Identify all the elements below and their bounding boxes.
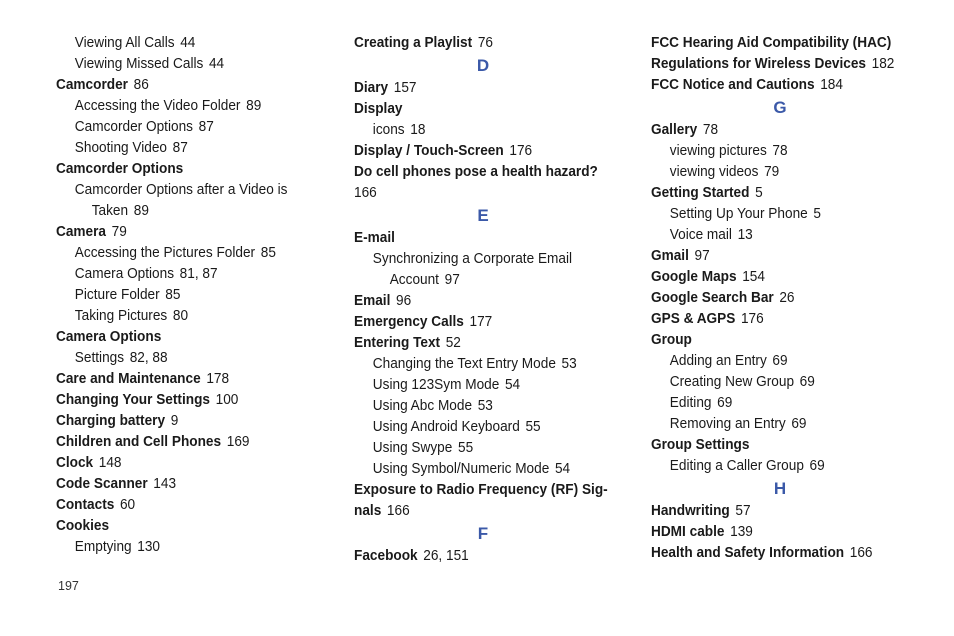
index-subentry bbox=[354, 354, 608, 375]
index-subentry bbox=[56, 537, 310, 558]
page-reference: 100 bbox=[215, 392, 239, 408]
index-subentry bbox=[651, 372, 905, 393]
entry-term: Account bbox=[389, 272, 439, 288]
index-entry bbox=[651, 33, 905, 54]
entry-term: Changing the Text Entry Mode bbox=[372, 356, 556, 372]
entry-term: Accessing the Pictures Folder bbox=[74, 245, 256, 261]
entry-term: Display bbox=[354, 101, 403, 117]
index-subentry bbox=[354, 183, 608, 204]
entry-term: Removing an Entry bbox=[669, 416, 786, 432]
index-entry bbox=[56, 222, 310, 243]
page-reference: 166 bbox=[849, 545, 873, 561]
page-reference: 78 bbox=[702, 122, 719, 138]
page-reference: 182 bbox=[871, 56, 895, 72]
index-entry bbox=[56, 159, 310, 180]
entry-term: Camcorder Options bbox=[56, 161, 184, 177]
entry-term: viewing pictures bbox=[669, 143, 767, 159]
index-entry bbox=[651, 246, 905, 267]
page-reference: 79 bbox=[764, 164, 780, 180]
index-subentry bbox=[56, 138, 310, 159]
entry-term: Emergency Calls bbox=[354, 314, 464, 330]
index-entry bbox=[651, 267, 905, 288]
index-entry bbox=[56, 474, 310, 495]
entry-term: Camera Options bbox=[74, 266, 175, 282]
page-reference: 97 bbox=[444, 272, 460, 288]
page-reference: 89 bbox=[133, 203, 149, 219]
page-reference: 166 bbox=[354, 185, 377, 201]
index-subentry bbox=[651, 456, 905, 477]
entry-term: Settings bbox=[74, 350, 125, 366]
entry-term: Health and Safety Information bbox=[651, 545, 845, 561]
page-reference: 69 bbox=[772, 353, 788, 369]
page-reference: 54 bbox=[504, 377, 521, 393]
entry-term: Code Scanner bbox=[56, 476, 148, 492]
page-reference: 81, 87 bbox=[179, 266, 218, 282]
index-letter-heading: H bbox=[773, 479, 787, 498]
page-reference: 53 bbox=[561, 356, 577, 372]
entry-term: Voice mail bbox=[669, 227, 732, 243]
entry-term: Exposure to Radio Frequency (RF) Sig- bbox=[354, 482, 608, 498]
page-reference: 82, 88 bbox=[129, 350, 168, 366]
index-entry bbox=[56, 75, 310, 96]
entry-term: Using Abc Mode bbox=[372, 398, 473, 414]
entry-term: Children and Cell Phones bbox=[56, 434, 222, 450]
index-entry bbox=[651, 75, 905, 96]
entry-term: Camcorder Options bbox=[74, 119, 193, 135]
index-column-1 bbox=[56, 33, 326, 558]
index-entry bbox=[651, 120, 905, 141]
entry-term: Adding an Entry bbox=[669, 353, 767, 369]
index-entry bbox=[651, 54, 905, 75]
page-reference: 69 bbox=[799, 374, 815, 390]
index-subentry bbox=[354, 249, 608, 270]
index-entry bbox=[354, 291, 608, 312]
entry-term: Using Symbol/Numeric Mode bbox=[372, 461, 550, 477]
entry-term: FCC Hearing Aid Compatibility (HAC) bbox=[651, 35, 892, 51]
index-entry bbox=[354, 480, 608, 501]
index-subentry bbox=[651, 351, 905, 372]
entry-term: Changing Your Settings bbox=[56, 392, 210, 408]
page-reference: 85 bbox=[260, 245, 276, 261]
page-reference: 87 bbox=[198, 119, 214, 135]
index-letter-heading: F bbox=[477, 524, 489, 543]
page-reference: 166 bbox=[386, 503, 410, 519]
index-subentry bbox=[56, 96, 310, 117]
index-letter-heading: G bbox=[773, 98, 787, 117]
entry-term: Display / Touch-Screen bbox=[354, 143, 504, 159]
entry-term: Using Swype bbox=[372, 440, 453, 456]
index-entry bbox=[56, 432, 310, 453]
entry-term: Facebook bbox=[354, 548, 418, 564]
index-entry bbox=[56, 411, 310, 432]
page-reference: 5 bbox=[755, 185, 763, 201]
page-reference: 26 bbox=[779, 290, 795, 306]
entry-term: E-mail bbox=[354, 230, 395, 246]
entry-term: Accessing the Video Folder bbox=[74, 98, 241, 114]
entry-term: Camcorder bbox=[56, 77, 128, 93]
entry-term: Gmail bbox=[651, 248, 689, 264]
index-entry bbox=[651, 522, 905, 543]
index-subentry bbox=[56, 54, 310, 75]
entry-term: Cookies bbox=[56, 518, 110, 534]
page-reference: 85 bbox=[165, 287, 181, 303]
page-reference: 139 bbox=[730, 524, 753, 540]
index-subentry bbox=[651, 141, 905, 162]
index-subentry bbox=[651, 393, 905, 414]
page-reference: 96 bbox=[396, 293, 412, 309]
index-subentry bbox=[354, 375, 608, 396]
page-reference: 44 bbox=[208, 56, 225, 72]
entry-term: Google Maps bbox=[651, 269, 737, 285]
index-entry bbox=[354, 546, 608, 567]
index-entry bbox=[651, 309, 905, 330]
index-entry bbox=[354, 312, 608, 333]
index-entry bbox=[354, 228, 608, 249]
entry-term: Creating a Playlist bbox=[354, 35, 473, 51]
entry-term: Diary bbox=[354, 80, 389, 96]
index-subentry bbox=[651, 204, 905, 225]
entry-term: Camera Options bbox=[56, 329, 162, 345]
page-reference: 26, 151 bbox=[423, 548, 469, 564]
entry-term: HDMI cable bbox=[651, 524, 725, 540]
page-number: 197 bbox=[58, 579, 79, 593]
entry-term: Regulations for Wireless Devices bbox=[651, 56, 867, 72]
page-reference: 55 bbox=[525, 419, 541, 435]
entry-term: Taking Pictures bbox=[74, 308, 168, 324]
entry-term: Viewing All Calls bbox=[74, 35, 175, 51]
index-subentry bbox=[354, 396, 608, 417]
entry-term: Google Search Bar bbox=[651, 290, 774, 306]
entry-term: Editing a Caller Group bbox=[669, 458, 804, 474]
page-reference: 13 bbox=[737, 227, 753, 243]
index-entry bbox=[56, 327, 310, 348]
entry-term: Camera bbox=[56, 224, 107, 240]
index-subentry bbox=[354, 270, 608, 291]
index-entry bbox=[354, 78, 608, 99]
entry-term: Editing bbox=[669, 395, 712, 411]
index-subentry bbox=[651, 414, 905, 435]
index-subentry bbox=[354, 459, 608, 480]
page-reference: 18 bbox=[410, 122, 426, 138]
index-entry bbox=[354, 501, 608, 522]
entry-term: Viewing Missed Calls bbox=[74, 56, 204, 72]
entry-term: icons bbox=[372, 122, 405, 138]
entry-term: Taken bbox=[91, 203, 129, 219]
index-column-2 bbox=[354, 33, 624, 567]
entry-term: Using 123Sym Mode bbox=[372, 377, 500, 393]
page-reference: 69 bbox=[717, 395, 733, 411]
entry-term: Shooting Video bbox=[74, 140, 168, 156]
index-entry bbox=[56, 495, 310, 516]
page-reference: 69 bbox=[809, 458, 825, 474]
entry-term: FCC Notice and Cautions bbox=[651, 77, 815, 93]
index-entry bbox=[56, 390, 310, 411]
index-subentry bbox=[354, 417, 608, 438]
page-reference: 148 bbox=[98, 455, 122, 471]
page-reference: 97 bbox=[694, 248, 710, 264]
index-subentry bbox=[651, 162, 905, 183]
index-subentry bbox=[56, 348, 310, 369]
index-entry bbox=[651, 288, 905, 309]
index-entry bbox=[56, 516, 310, 537]
page-reference: 169 bbox=[226, 434, 250, 450]
index-subentry bbox=[651, 225, 905, 246]
page-reference: 80 bbox=[172, 308, 189, 324]
index-entry bbox=[651, 543, 905, 564]
page-reference: 89 bbox=[246, 98, 262, 114]
page-reference: 87 bbox=[172, 140, 188, 156]
index-subentry bbox=[56, 306, 310, 327]
page-reference: 143 bbox=[153, 476, 177, 492]
page-reference: 5 bbox=[813, 206, 821, 222]
page-reference: 52 bbox=[445, 335, 461, 351]
entry-term: viewing videos bbox=[669, 164, 759, 180]
page-reference: 78 bbox=[772, 143, 788, 159]
page-reference: 76 bbox=[477, 35, 493, 51]
index-entry bbox=[651, 183, 905, 204]
page-reference: 79 bbox=[111, 224, 127, 240]
entry-term: Camcorder Options after a Video is bbox=[74, 182, 288, 198]
page-reference: 176 bbox=[740, 311, 764, 327]
page-reference: 55 bbox=[457, 440, 474, 456]
page-reference: 176 bbox=[509, 143, 533, 159]
entry-term: Email bbox=[354, 293, 391, 309]
page-reference: 54 bbox=[554, 461, 571, 477]
index-subentry bbox=[56, 201, 310, 222]
entry-term: Using Android Keyboard bbox=[372, 419, 520, 435]
page-reference: 157 bbox=[393, 80, 417, 96]
entry-term: Entering Text bbox=[354, 335, 441, 351]
index-letter-heading: D bbox=[476, 56, 490, 75]
page-reference: 184 bbox=[820, 77, 843, 93]
index-subentry bbox=[56, 33, 310, 54]
entry-term: Creating New Group bbox=[669, 374, 795, 390]
entry-term: Synchronizing a Corporate Email bbox=[372, 251, 573, 267]
index-column-3 bbox=[651, 33, 921, 564]
index-subentry bbox=[354, 438, 608, 459]
index-entry bbox=[651, 501, 905, 522]
index-entry bbox=[651, 435, 905, 456]
index-entry bbox=[354, 333, 608, 354]
entry-term: Group bbox=[651, 332, 692, 348]
index-subentry bbox=[354, 120, 608, 141]
entry-term: Handwriting bbox=[651, 503, 730, 519]
index-subentry bbox=[56, 285, 310, 306]
page-reference: 178 bbox=[206, 371, 230, 387]
entry-term: Setting Up Your Phone bbox=[669, 206, 808, 222]
entry-term: Picture Folder bbox=[74, 287, 160, 303]
entry-term: Group Settings bbox=[651, 437, 750, 453]
index-subentry bbox=[56, 117, 310, 138]
page-reference: 57 bbox=[735, 503, 751, 519]
index-entry bbox=[56, 453, 310, 474]
page-reference: 60 bbox=[119, 497, 136, 513]
index-entry bbox=[56, 369, 310, 390]
page-reference: 9 bbox=[170, 413, 179, 429]
index-subentry bbox=[56, 243, 310, 264]
index-entry bbox=[651, 330, 905, 351]
entry-term: Getting Started bbox=[651, 185, 750, 201]
entry-term: Do cell phones pose a health hazard? bbox=[354, 164, 598, 180]
entry-term: Care and Maintenance bbox=[56, 371, 201, 387]
page-reference: 130 bbox=[137, 539, 161, 555]
entry-term: Clock bbox=[56, 455, 94, 471]
index-entry bbox=[354, 141, 608, 162]
page-reference: 86 bbox=[133, 77, 149, 93]
entry-term: Emptying bbox=[74, 539, 132, 555]
page-reference: 44 bbox=[180, 35, 196, 51]
index-entry bbox=[354, 33, 608, 54]
entry-term: Gallery bbox=[651, 122, 698, 138]
entry-term: Contacts bbox=[56, 497, 115, 513]
entry-term: nals bbox=[354, 503, 382, 519]
entry-term: Charging battery bbox=[56, 413, 166, 429]
page-reference: 53 bbox=[477, 398, 493, 414]
index-entry bbox=[354, 99, 608, 120]
entry-term: GPS & AGPS bbox=[651, 311, 736, 327]
page-reference: 154 bbox=[742, 269, 765, 285]
index-entry bbox=[354, 162, 608, 183]
page-reference: 69 bbox=[791, 416, 807, 432]
index-subentry bbox=[56, 264, 310, 285]
page-reference: 177 bbox=[469, 314, 493, 330]
index-letter-heading: E bbox=[477, 206, 489, 225]
index-subentry bbox=[56, 180, 310, 201]
